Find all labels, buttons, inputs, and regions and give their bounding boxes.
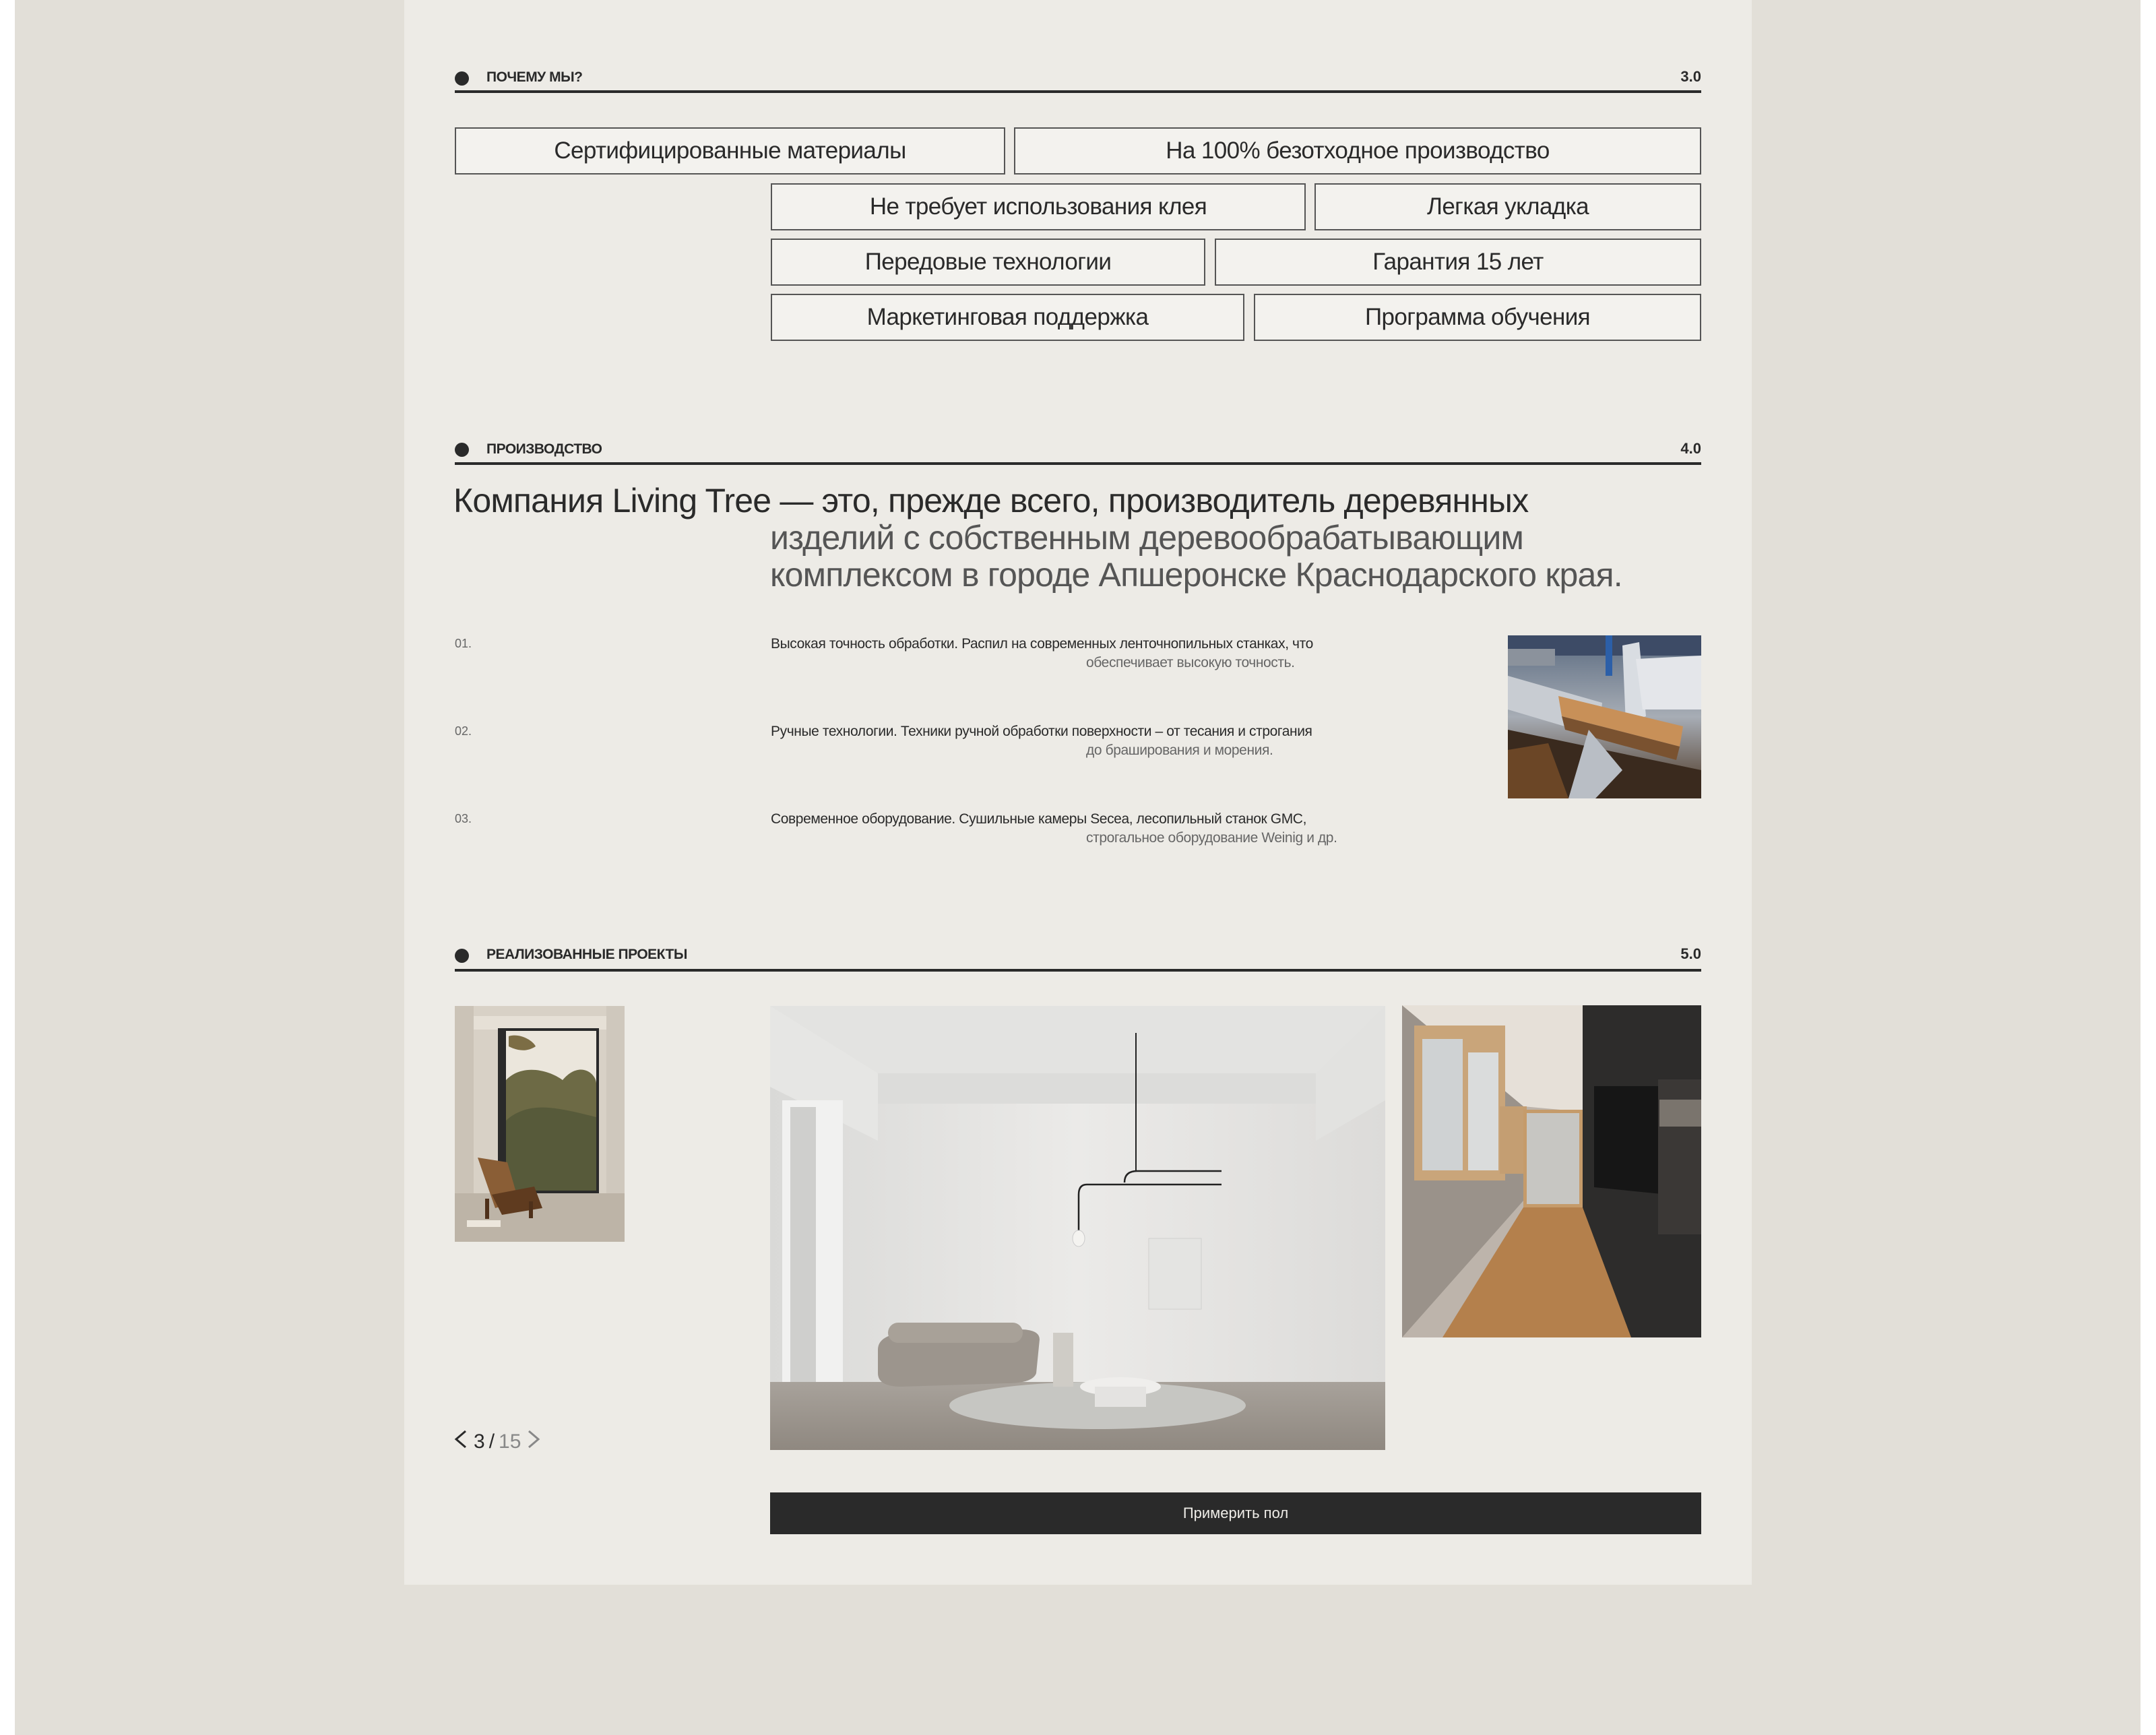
chevron-left-icon[interactable] — [453, 1429, 468, 1455]
feature-chip: Не требует использования клея — [771, 183, 1306, 230]
project-photo-kitchen[interactable] — [1402, 1005, 1701, 1337]
headline-line-2: изделий с собственным деревообрабатывающим — [770, 519, 1524, 557]
feature-text-continued: обеспечивает высокую точность. — [1086, 655, 1295, 670]
section-number: 3.0 — [1680, 68, 1701, 85]
feature-chip: Программа обучения — [1254, 294, 1701, 341]
chevron-right-icon[interactable] — [526, 1429, 541, 1455]
pager-total: 15 — [499, 1430, 521, 1453]
project-thumbnail-window-chair[interactable] — [455, 1006, 625, 1242]
feature-chip: Сертифицированные материалы — [455, 127, 1005, 175]
feature-text: Современное оборудование. Сушильные камеры Secea, лесопильный станок GMC, — [771, 811, 1306, 827]
feature-text: Ручные технологии. Техники ручной обработки поверхности – от тесания и строгания — [771, 724, 1312, 739]
bullet-dot-icon — [455, 71, 469, 86]
feature-chip: Легкая укладка — [1314, 183, 1701, 230]
project-photo-illustration — [770, 1006, 1385, 1450]
headline-line-1: Компания Living Tree — это, прежде всего, производитель деревянных — [453, 482, 1529, 519]
feature-text-continued: строгальное оборудование Weinig и др. — [1086, 830, 1337, 846]
section-number: 4.0 — [1680, 440, 1701, 457]
gallery-pager — [453, 1428, 541, 1455]
section-divider — [455, 90, 1701, 93]
bullet-dot-icon — [455, 949, 469, 963]
try-floor-button[interactable]: Примерить пол — [770, 1492, 1701, 1534]
feature-chip: Маркетинговая поддержка — [771, 294, 1244, 341]
section-number: 5.0 — [1680, 945, 1701, 962]
section-title: ПРОИЗВОДСТВО — [486, 441, 602, 457]
section-header-why-us — [455, 65, 1701, 92]
feature-number: 01. — [455, 637, 472, 650]
section-header-projects — [455, 942, 1701, 969]
section-title: РЕАЛИЗОВАННЫЕ ПРОЕКТЫ — [486, 947, 687, 962]
project-photo-illustration — [1402, 1005, 1701, 1337]
section-divider — [455, 969, 1701, 972]
pager-current: 3 — [474, 1430, 485, 1453]
pager-separator: / — [488, 1430, 495, 1453]
section-divider — [455, 462, 1701, 465]
headline-line-3: комплексом в городе Апшеронске Краснодарского края. — [770, 556, 1622, 594]
feature-chip: Гарантия 15 лет — [1215, 239, 1701, 286]
feature-text-continued: до браширования и морения. — [1086, 743, 1273, 758]
feature-text: Высокая точность обработки. Распил на современных ленточнопильных станках, что — [771, 636, 1313, 652]
section-header-production — [455, 437, 1701, 464]
section-title: ПОЧЕМУ МЫ? — [486, 69, 583, 85]
project-photo-illustration — [455, 1006, 625, 1242]
feature-chip: Передовые технологии — [771, 239, 1205, 286]
factory-photo — [1508, 635, 1701, 798]
feature-chip: На 100% безотходное производство — [1014, 127, 1701, 175]
feature-number: 03. — [455, 812, 472, 825]
bullet-dot-icon — [455, 443, 469, 457]
feature-number: 02. — [455, 724, 472, 738]
project-main-photo-living-room[interactable] — [770, 1006, 1385, 1450]
factory-photo-illustration — [1508, 635, 1701, 798]
